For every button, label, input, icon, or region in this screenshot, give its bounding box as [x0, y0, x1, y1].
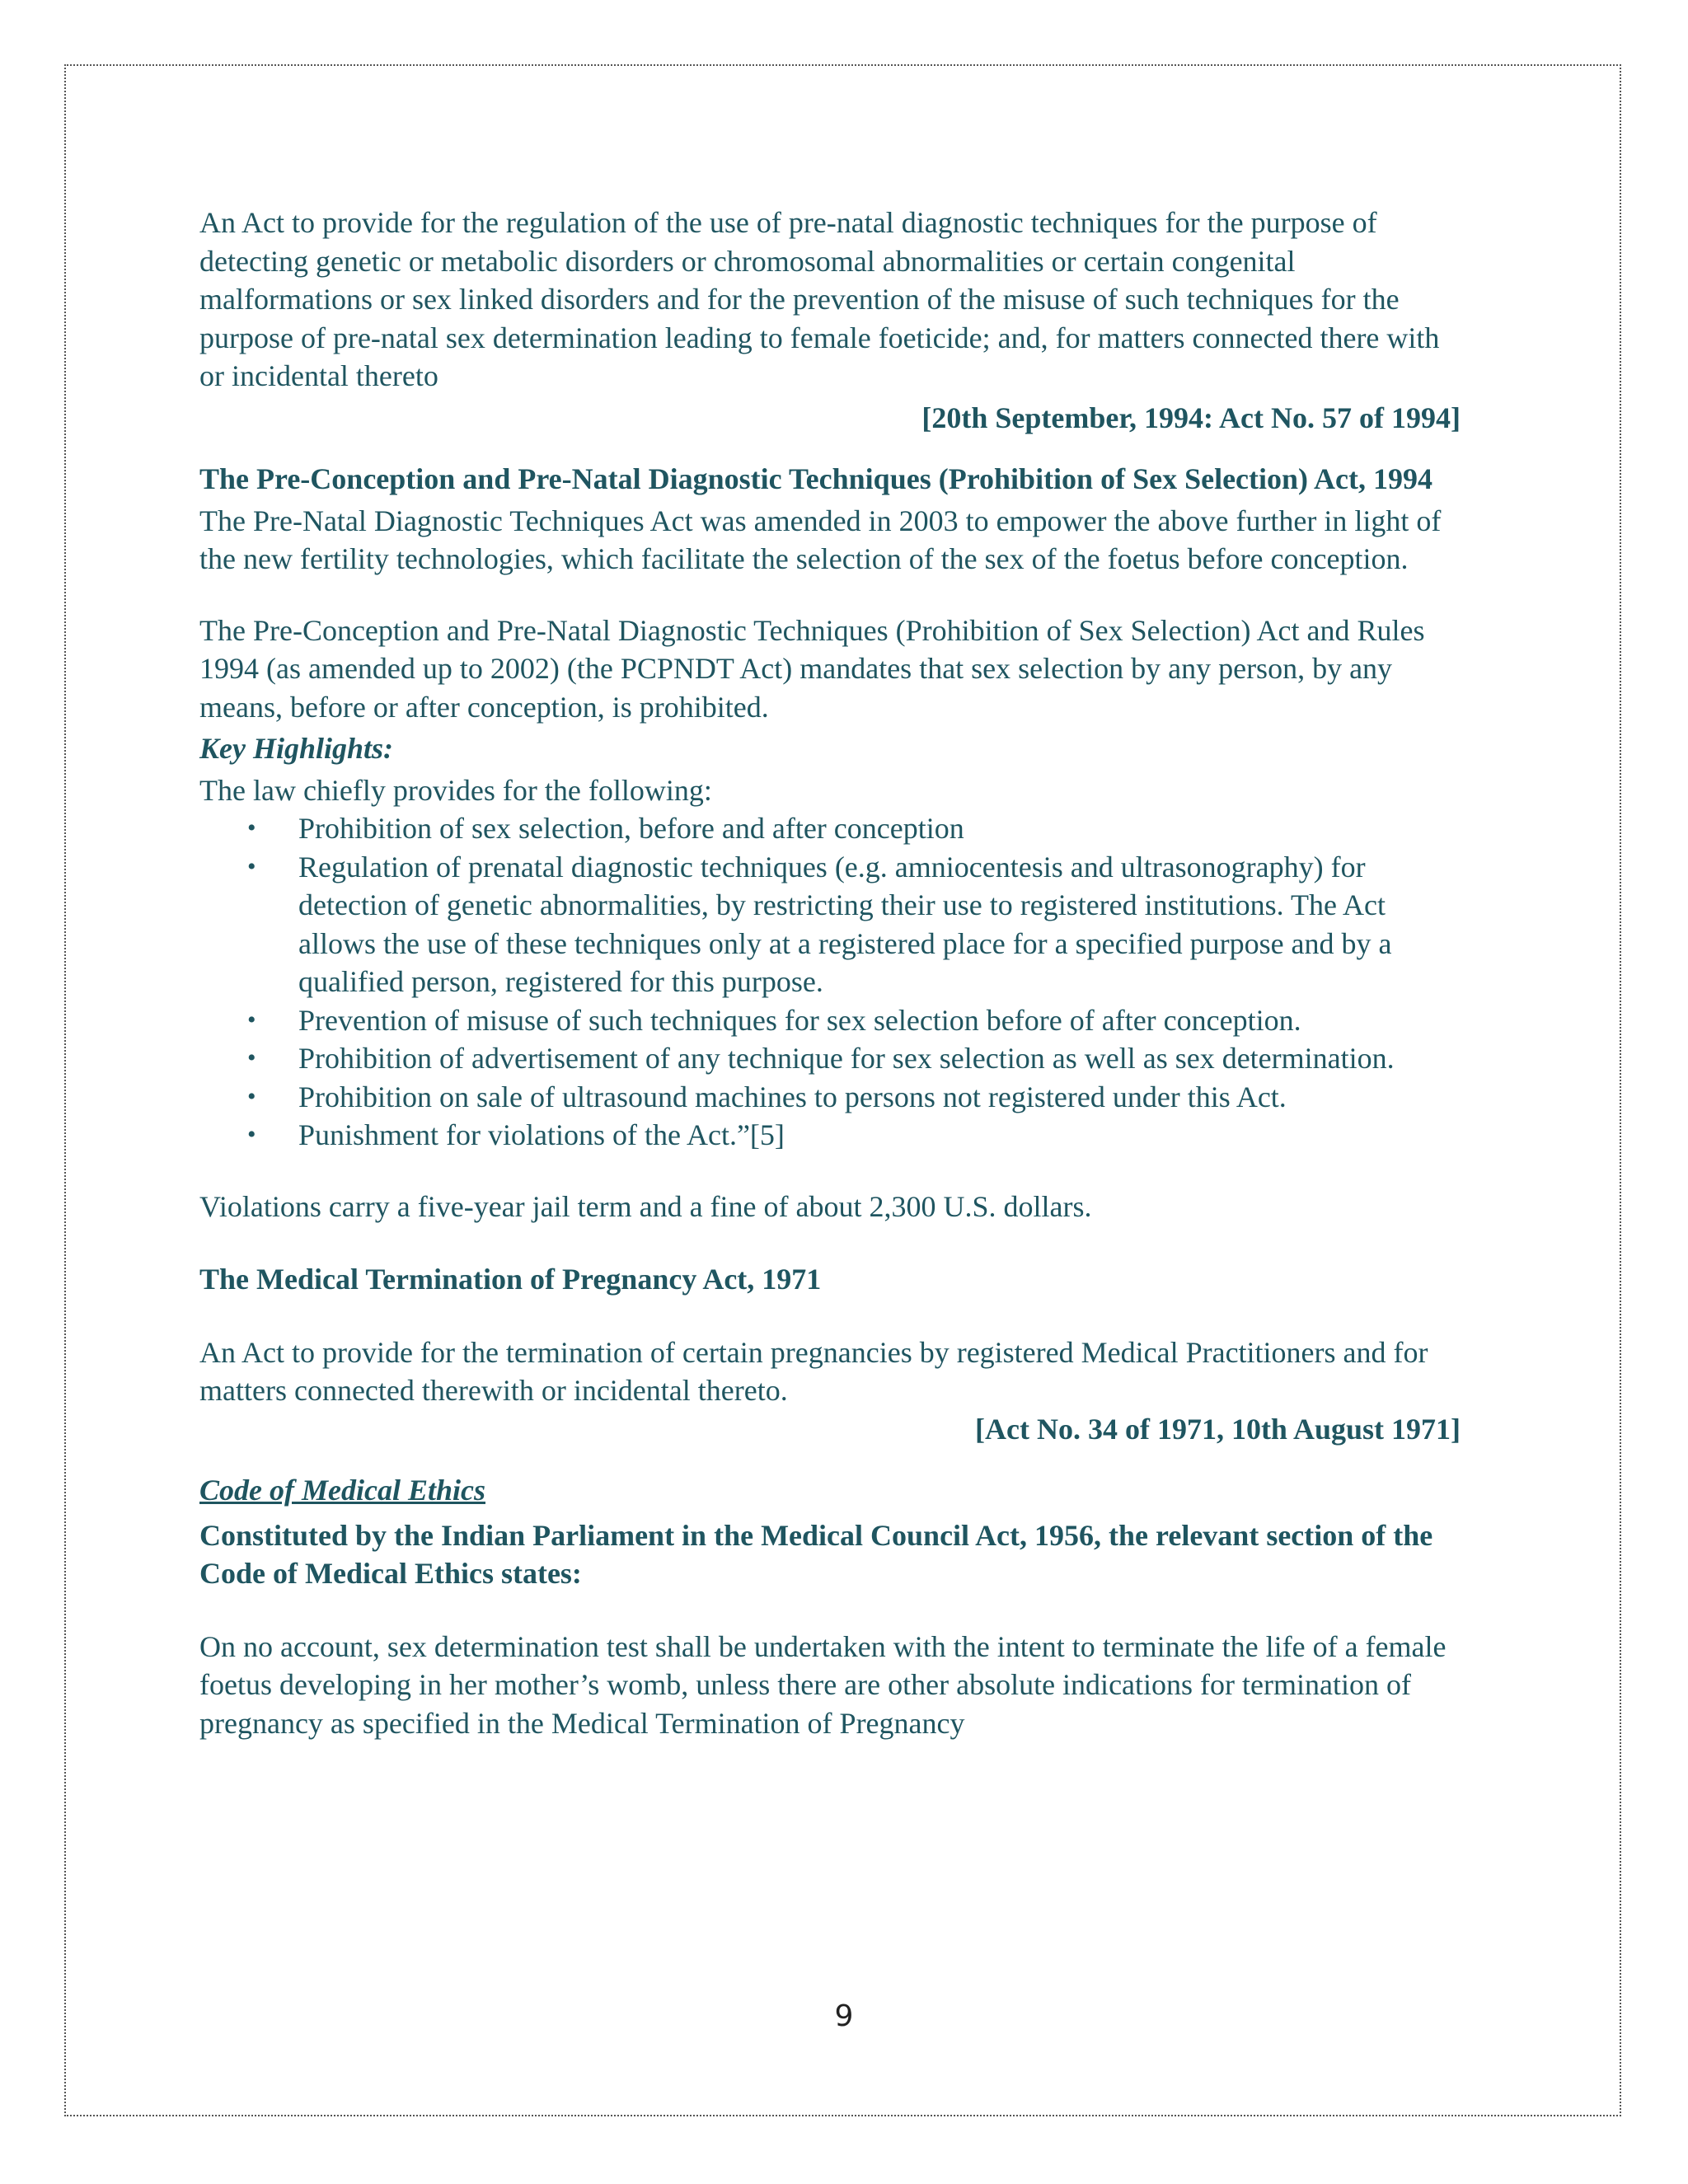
list-item: • Punishment for violations of the Act.”[5]	[298, 1116, 1461, 1155]
act-reference-1971: [Act No. 34 of 1971, 10th August 1971]	[975, 1412, 1461, 1446]
pcpndt-heading: The Pre-Conception and Pre-Natal Diagnostic Techniques (Prohibition of Sex Selection) Act, 1994	[199, 462, 1433, 495]
list-item: • Prohibition of sex selection, before and after conception	[298, 809, 1461, 848]
list-item: • Prohibition on sale of ultrasound machines to persons not registered under this Act.	[298, 1078, 1461, 1117]
page-content	[199, 204, 1461, 1742]
code-subheading: Constituted by the Indian Parliament in the Medical Council Act, 1956, the relevant section of the Code of Medical Ethics states:	[199, 1518, 1433, 1590]
mtp-paragraph: An Act to provide for the termination of certain pregnancies by registered Medical Practitioners and for matters connected therewith or incidental thereto.	[199, 1335, 1428, 1407]
list-item: • Prohibition of advertisement of any technique for sex selection as well as sex determination.	[298, 1039, 1461, 1078]
law-provides-text: The law chiefly provides for the following:	[199, 773, 712, 807]
mtp-heading: The Medical Termination of Pregnancy Act, 1971	[199, 1263, 822, 1296]
act-reference-1994: [20th September, 1994: Act No. 57 of 1994]	[921, 401, 1461, 434]
amendment-paragraph: The Pre-Natal Diagnostic Techniques Act was amended in 2003 to empower the above further in light of the new fertility technologies, which facilitate the selection of the sex of the foetus before conception.	[199, 504, 1442, 575]
list-item: • Regulation of prenatal diagnostic techniques (e.g. amniocentesis and ultrasonography) for detection of genetic abnormalities, by restricting their use to registered institutions. The Act allows the use of these techniques only at a registered place for a specified purpose and by a qualified person, registered for this purpose.	[298, 848, 1461, 1001]
mandate-paragraph: The Pre-Conception and Pre-Natal Diagnostic Techniques (Prohibition of Sex Selection) Act and Rules 1994 (as amended up to 2002) (the PCPNDT Act) mandates that sex selection by any person, by any means, before or after conception, is prohibited.	[199, 613, 1425, 724]
violations-paragraph: Violations carry a five-year jail term and a fine of about 2,300 U.S. dollars.	[199, 1189, 1092, 1223]
highlights-list	[199, 809, 1461, 1155]
page-number: 9	[834, 1999, 854, 2033]
intro-paragraph: An Act to provide for the regulation of the use of pre-natal diagnostic techniques for the purpose of detecting genetic or metabolic disorders or chromosomal abnormalities or certain congenital malformations or sex linked disorders and for the prevention of the misuse of such techniques for the purpose of pre-natal sex determination leading to female foeticide; and, for matters connected there with or incidental thereto	[199, 206, 1440, 392]
list-item: • Prevention of misuse of such techniques for sex selection before of after conception.	[298, 1001, 1461, 1040]
code-paragraph: On no account, sex determination test shall be undertaken with the intent to terminate the life of a female foetus developing in her mother’s womb, unless there are other absolute indications for termination of pregnancy as specified in the Medical Termination of Pregnancy	[199, 1629, 1447, 1740]
code-of-ethics-heading: Code of Medical Ethics	[199, 1474, 485, 1507]
key-highlights-heading: Key Highlights:	[199, 732, 394, 765]
